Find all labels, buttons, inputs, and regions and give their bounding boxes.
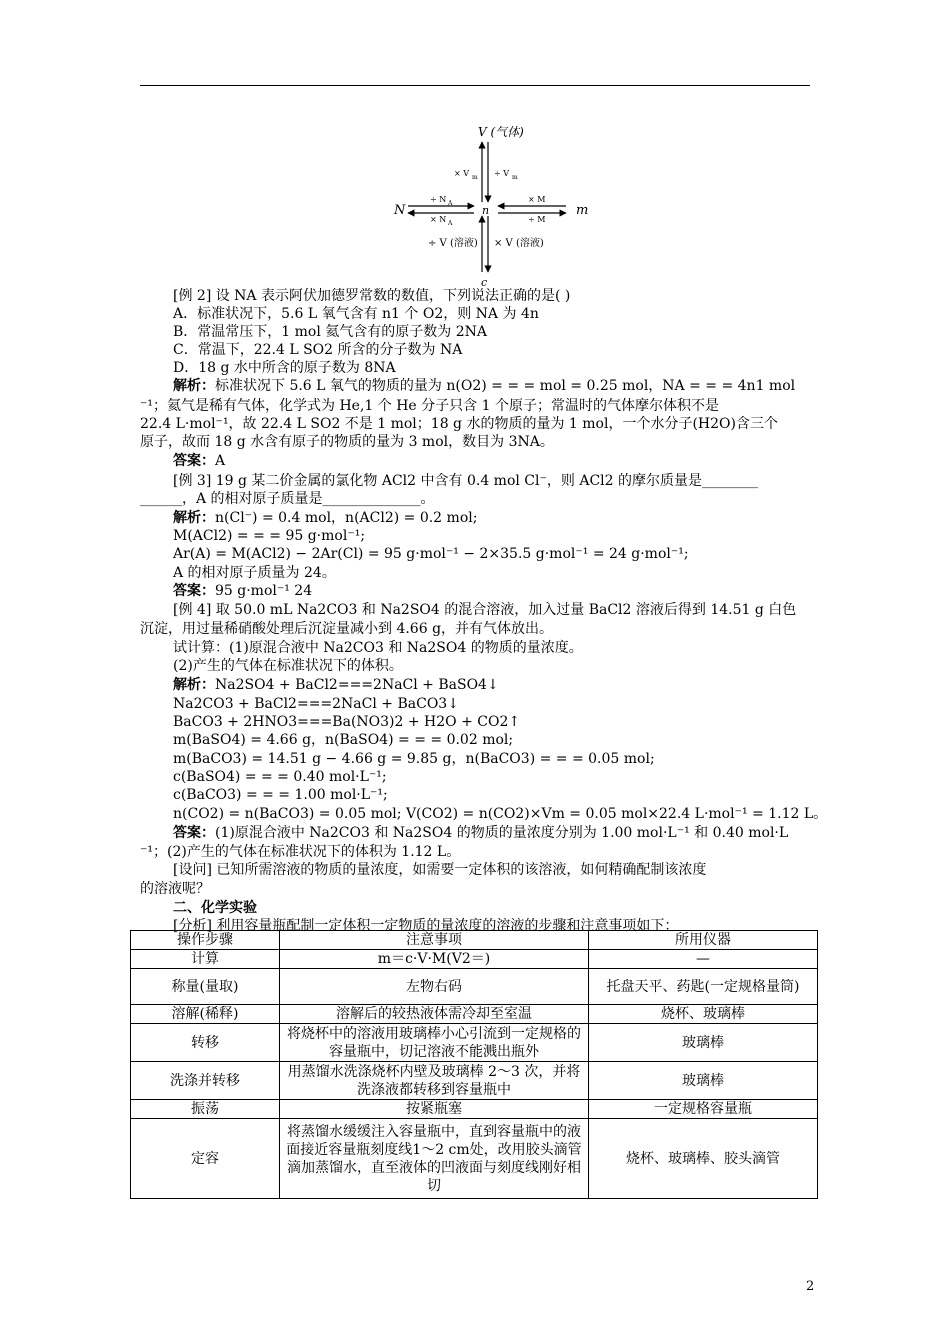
table-cell: 转移: [131, 1024, 280, 1062]
text-line: M(ACl2) = = = 95 g·mol⁻¹;: [173, 528, 366, 544]
table-row: [131, 969, 818, 1005]
table-cell: 烧杯、玻璃棒: [589, 1005, 818, 1024]
text-line: 解析：Na2SO4 + BaCl2===2NaCl + BaSO4↓: [173, 677, 499, 693]
table-cell: 烧杯、玻璃棒、胶头滴管: [589, 1119, 818, 1199]
header-notes: 注意事项: [280, 931, 589, 950]
sub-a-1: A: [448, 200, 453, 207]
text-line: 解析：标准状况下 5.6 L 氧气的物质的量为 n(O2) = = = mol = 0.25 mol，NA = = = 4n1 mol: [173, 378, 796, 394]
diagram-n: n: [482, 204, 490, 217]
text-line: Ar(A) = M(ACl2) − 2Ar(Cl) = 95 g·mol⁻¹ − 2×35.5 g·mol⁻¹ = 24 g·mol⁻¹;: [173, 546, 689, 562]
table-cell: 托盘天平、药匙(一定规格量筒): [589, 969, 818, 1005]
text-line: c(BaSO4) = = = 0.40 mol·L⁻¹;: [173, 769, 387, 785]
text-line: ______，A 的相对原子质量是______________。: [140, 491, 435, 507]
text-line: 试计算：(1)原混合液中 Na2CO3 和 Na2SO4 的物质的量浓度。: [173, 640, 583, 656]
text-line: ⁻¹；氦气是稀有气体，化学式为 He,1 个 He 分子只含 1 个原子；常温时的气体摩尔体积不是: [140, 398, 719, 414]
text-line: 的溶液呢？: [140, 881, 210, 897]
table-cell: 振荡: [131, 1100, 280, 1119]
table-cell: 一定规格容量瓶: [589, 1100, 818, 1119]
table-row: [131, 1005, 818, 1024]
header-instruments: 所用仪器: [589, 931, 818, 950]
table-cell: 玻璃棒: [589, 1024, 818, 1062]
label-mul-vsol: × V (溶液): [494, 238, 544, 249]
label-mul-na: × N: [430, 215, 447, 224]
text-line: n(CO2) = n(BaCO3) = 0.05 mol; V(CO2) = n(CO2)×Vm = 0.05 mol×22.4 L·mol⁻¹ = 1.12 L。: [173, 806, 828, 822]
table-cell: 将蒸馏水缓缓注入容量瓶中，直到容量瓶中的液面接近容量瓶刻度线1～2 cm处，改用胶头滴管滴加蒸馏水，直至液体的凹液面与刻度线刚好相切: [280, 1119, 589, 1199]
text-line: 答案：A: [173, 453, 226, 469]
text-line: 原子，故而 18 g 水含有原子的物质的量为 3 mol，数目为 3NA。: [140, 434, 554, 450]
text-line: [分析] 利用容量瓶配制一定体积一定物质的量浓度的溶液的步骤和注意事项如下：: [173, 918, 679, 934]
text-line: ⁻¹；(2)产生的气体在标准状况下的体积为 1.12 L。: [140, 844, 461, 860]
sub-m-2: m: [512, 174, 518, 181]
label-div-na: ÷ N: [430, 195, 447, 204]
table-cell: —: [589, 950, 818, 969]
table-cell: 按紧瓶塞: [280, 1100, 589, 1119]
label-mul-m: × M: [528, 195, 546, 204]
label-mul-vm: × V: [454, 169, 470, 178]
header-rule: [140, 85, 810, 86]
table-cell: 玻璃棒: [589, 1062, 818, 1100]
label-div-vsol: ÷ V (溶液): [428, 238, 478, 249]
text-line: C．常温下，22.4 L SO2 所含的分子数为 NA: [173, 342, 463, 358]
sub-a-2: A: [448, 220, 453, 227]
text-line: m(BaCO3) = 14.51 g − 4.66 g = 9.85 g，n(BaCO3) = = = 0.05 mol;: [173, 751, 655, 767]
text-line: [设问] 已知所需溶液的物质的量浓度，如需要一定体积的该溶液，如何精确配制该浓度: [173, 862, 707, 878]
label-div-vm: ÷ V: [494, 169, 510, 178]
text-line: 解析：n(Cl⁻) = 0.4 mol，n(ACl2) = 0.2 mol;: [173, 510, 478, 526]
table-cell: 用蒸馏水洗涤烧杯内壁及玻璃棒 2～3 次，并将洗涤液都转移到容量瓶中: [280, 1062, 589, 1100]
text-line: D．18 g 水中所含的原子数为 8NA: [173, 360, 396, 376]
text-line: 22.4 L·mol⁻¹，故 22.4 L SO2 不是 1 mol；18 g 水的物质的量为 1 mol，一个水分子(H2O)含三个: [140, 416, 778, 432]
diagram-m: m: [576, 203, 589, 218]
diagram-V: V (气体): [478, 125, 524, 139]
text-line: [例 4] 取 50.0 mL Na2CO3 和 Na2SO4 的混合溶液，加入过量 BaCl2 溶液后得到 14.51 g 白色: [173, 602, 797, 618]
text-line: [例 3] 19 g 某二价金属的氯化物 ACl2 中含有 0.4 mol Cl⁻，则 ACl2 的摩尔质量是________: [173, 473, 758, 489]
table-cell: 溶解后的较热液体需冷却至室温: [280, 1005, 589, 1024]
table-row: [131, 1119, 818, 1199]
text-line: m(BaSO4) = 4.66 g，n(BaSO4) = = = 0.02 mol;: [173, 732, 514, 748]
table-cell: 将烧杯中的溶液用玻璃棒小心引流到一定规格的容量瓶中，切记溶液不能溅出瓶外: [280, 1024, 589, 1062]
text-line: 沉淀，用过量稀硝酸处理后沉淀量减小到 4.66 g，并有气体放出。: [140, 621, 554, 637]
table-cell: 定容: [131, 1119, 280, 1199]
text-line: [例 2] 设 NA 表示阿伏加德罗常数的数值，下列说法正确的是( ): [173, 288, 571, 304]
text-line: c(BaCO3) = = = 1.00 mol·L⁻¹;: [173, 787, 388, 803]
steps-table: [130, 930, 818, 1199]
table-cell: 计算: [131, 950, 280, 969]
text-line: A 的相对原子质量为 24。: [173, 565, 336, 581]
text-line: BaCO3 + 2HNO3===Ba(NO3)2 + H2O + CO2↑: [173, 714, 521, 730]
table-cell: m＝c·V·M(V2＝): [280, 950, 589, 969]
table-row: [131, 1100, 818, 1119]
table-cell: 称量(量取): [131, 969, 280, 1005]
text-line: (2)产生的气体在标准状况下的体积。: [173, 658, 403, 674]
table-cell: 溶解(稀释): [131, 1005, 280, 1024]
table-row: [131, 950, 818, 969]
table-row: [131, 1062, 818, 1100]
text-line: 二、化学实验: [173, 900, 257, 916]
text-line: 答案：95 g·mol⁻¹ 24: [173, 583, 313, 599]
text-line: 答案：(1)原混合液中 Na2CO3 和 Na2SO4 的物质的量浓度分别为 1.00 mol·L⁻¹ 和 0.40 mol·L: [173, 825, 789, 841]
sub-m-1: m: [472, 174, 478, 181]
conversion-diagram: [390, 120, 600, 290]
header-step: 操作步骤: [131, 931, 280, 950]
text-line: Na2CO3 + BaCl2===2NaCl + BaCO3↓: [173, 696, 459, 712]
diagram-c: c: [481, 276, 488, 289]
text-line: B．常温常压下，1 mol 氦气含有的原子数为 2NA: [173, 324, 487, 340]
diagram-N: N: [394, 203, 406, 218]
table-row: [131, 1024, 818, 1062]
table-cell: 洗涤并转移: [131, 1062, 280, 1100]
text-line: A．标准状况下，5.6 L 氧气含有 n1 个 O2，则 NA 为 4n: [173, 306, 539, 322]
label-div-m: ÷ M: [528, 215, 546, 224]
page-number: 2: [806, 1279, 815, 1294]
table-cell: 左物右码: [280, 969, 589, 1005]
